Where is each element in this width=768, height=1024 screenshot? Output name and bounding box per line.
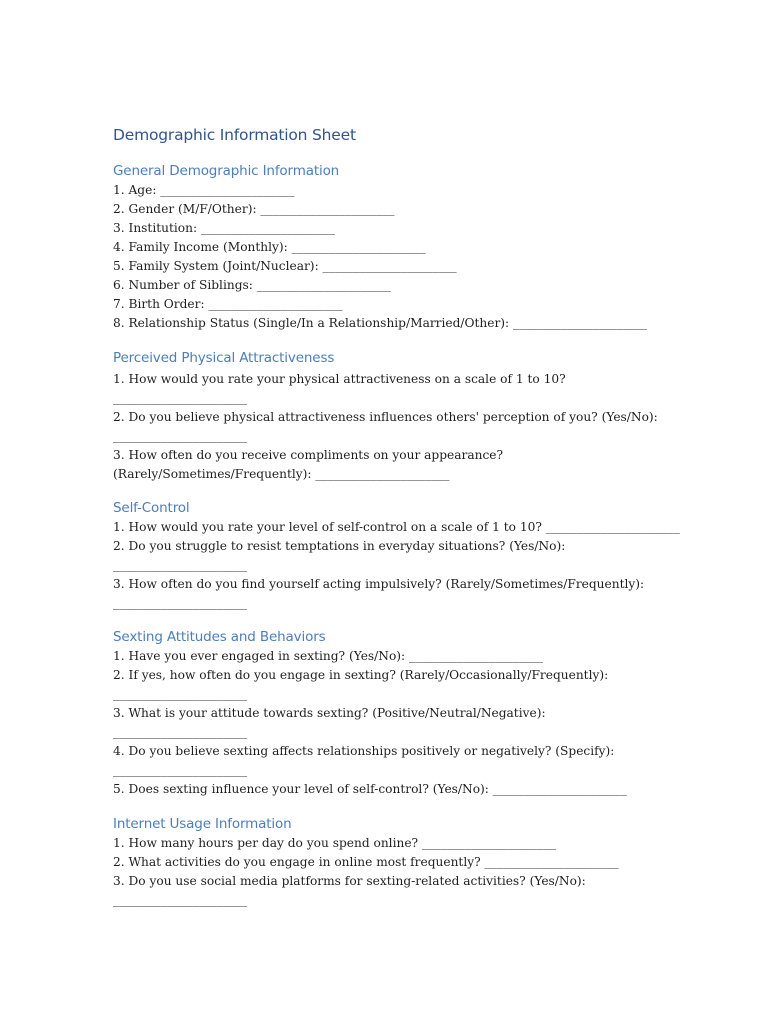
- form-line: 1. How many hours per day do you spend online? ______________________: [113, 836, 557, 850]
- section-internet-usage: [113, 814, 673, 910]
- form-line: 3. Do you use social media platforms for sexting-related activities? (Yes/No):: [113, 874, 586, 888]
- form-line: 2. Gender (M/F/Other): ______________________: [113, 202, 395, 216]
- section-self-control: [113, 498, 680, 613]
- answer-blank: ______________________: [113, 763, 248, 777]
- form-line: 5. Does sexting influence your level of self-control? (Yes/No): ______________________: [113, 782, 627, 796]
- form-line: 4. Do you believe sexting affects relationships positively or negatively? (Specify):: [113, 744, 615, 758]
- section-sexting-attitudes: [113, 627, 673, 799]
- answer-blank: ______________________: [113, 725, 248, 739]
- form-line: 1. How would you rate your level of self-control on a scale of 1 to 10? ______________________: [113, 520, 680, 534]
- form-line: 2. Do you struggle to resist temptations in everyday situations? (Yes/No):: [113, 539, 566, 553]
- form-line: 2. Do you believe physical attractiveness influences others' perception of you? (Yes/No):: [113, 410, 658, 424]
- form-line: 1. Have you ever engaged in sexting? (Yes/No): ______________________: [113, 649, 544, 663]
- form-line: 3. What is your attitude towards sexting? (Positive/Neutral/Negative):: [113, 706, 546, 720]
- section-heading: Internet Usage Information: [113, 816, 292, 832]
- form-line: 1. Age: ______________________: [113, 183, 295, 197]
- form-line: 5. Family System (Joint/Nuclear): ______________________: [113, 259, 457, 273]
- section-heading: Self-Control: [113, 500, 190, 516]
- answer-blank: ______________________: [113, 429, 248, 443]
- document-title: Demographic Information Sheet: [113, 126, 356, 144]
- section-heading: Sexting Attitudes and Behaviors: [113, 629, 326, 645]
- form-line: 2. If yes, how often do you engage in sexting? (Rarely/Occasionally/Frequently):: [113, 668, 609, 682]
- section-perceived-attractiveness: [113, 348, 673, 484]
- form-line: 3. Institution: ______________________: [113, 221, 335, 235]
- answer-blank: ______________________: [113, 687, 248, 701]
- section-general-demographic: [113, 161, 673, 333]
- form-line: 3. How often do you receive compliments on your appearance?: [113, 448, 504, 462]
- form-line: 3. How often do you find yourself acting impulsively? (Rarely/Sometimes/Frequently):: [113, 577, 645, 591]
- answer-blank: ______________________: [113, 391, 248, 405]
- form-line: 4. Family Income (Monthly): ______________________: [113, 240, 426, 254]
- document-content: [113, 124, 680, 910]
- form-line: 7. Birth Order: ______________________: [113, 297, 343, 311]
- answer-blank: ______________________: [113, 893, 248, 907]
- section-heading: General Demographic Information: [113, 163, 340, 179]
- answer-blank: ______________________: [113, 558, 248, 572]
- answer-blank: ______________________: [113, 596, 248, 610]
- section-heading: Perceived Physical Attractiveness: [113, 350, 335, 366]
- form-line: 2. What activities do you engage in online most frequently? ______________________: [113, 855, 619, 869]
- form-line: 8. Relationship Status (Single/In a Relationship/Married/Other): ______________________: [113, 316, 648, 330]
- form-line: 1. How would you rate your physical attractiveness on a scale of 1 to 10?: [113, 372, 566, 386]
- form-line: (Rarely/Sometimes/Frequently): ______________________: [113, 467, 450, 481]
- form-line: 6. Number of Siblings: ______________________: [113, 278, 391, 292]
